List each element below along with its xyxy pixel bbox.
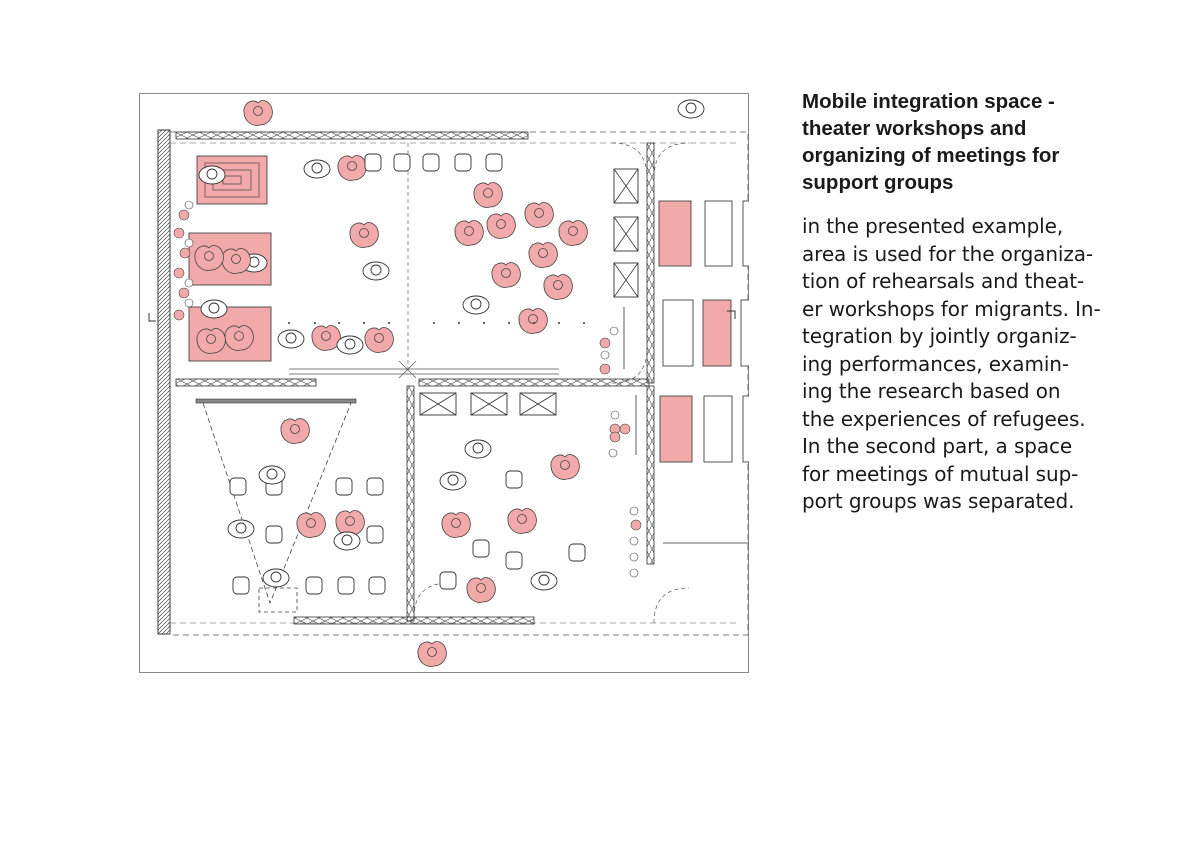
description-line: port groups was separated. [802,489,1075,513]
screen-icon [196,399,356,403]
description-line: the experiences of refugees. [802,406,1086,431]
title-line: theater workshops and [802,117,1027,140]
description-line: tegration by jointly organiz- [802,324,1077,348]
description-line: In the second part, a space [802,434,1073,458]
description-line: area is used for the organiza- [802,241,1094,266]
description-line: er workshops for migrants. In- [802,296,1101,321]
title-line: support groups [802,171,954,194]
table-icon [660,396,692,462]
description-line: tion of rehearsals and theat- [802,269,1085,293]
table-icon [659,201,691,266]
page-title [802,88,1172,196]
table-icon [704,396,732,462]
description-line: ing performances, examin- [802,351,1069,376]
table-icon [705,201,732,266]
title-line: Mobile integration space - [802,90,1055,113]
description-line: in the presented example, [802,214,1064,238]
table-icon [703,300,731,366]
table-icon [663,300,693,366]
description-paragraph [802,213,1172,516]
text-panel [802,88,1172,516]
left-wall [158,130,170,634]
floor-plan-drawing [139,93,749,673]
description-line: for meetings of mutual sup- [802,461,1079,486]
title-line: organizing of meetings for [802,144,1060,167]
description-line: ing the research based on [802,379,1061,403]
